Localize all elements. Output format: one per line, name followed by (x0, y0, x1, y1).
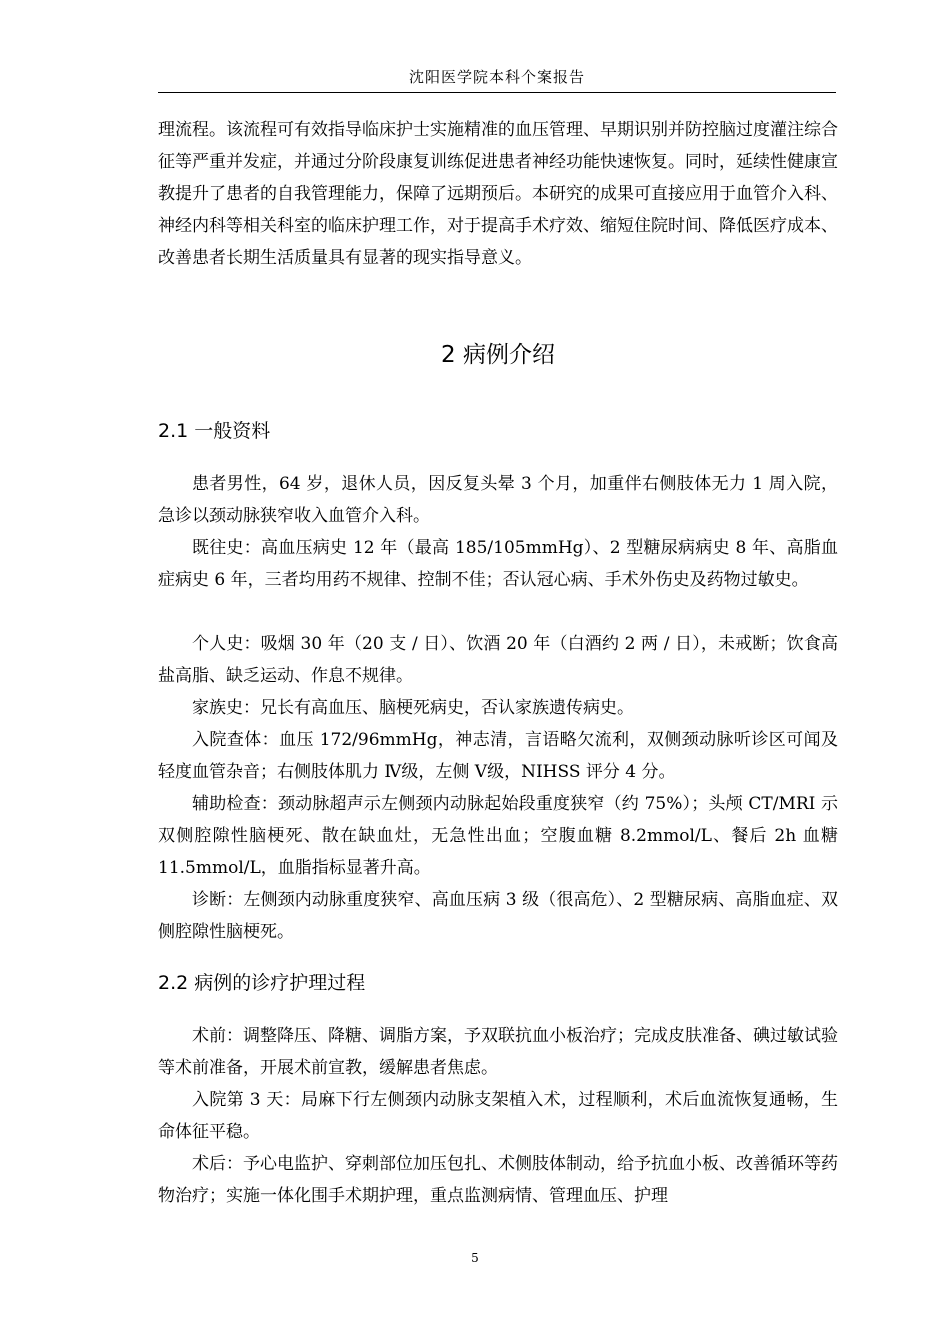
general-info-paragraph: 患者男性，64 岁，退休人员，因反复头晕 3 个月，加重伴右侧肢体无力 1 周入院，急诊以颈动脉狭窄收入血管介入科。 (158, 474, 838, 526)
auxiliary-exam-paragraph: 辅助检查：颈动脉超声示左侧颈内动脉起始段重度狭窄（约 75%）；头颅 CT/MRI 示双侧腔隙性脑梗死、散在缺血灶，无急性出血；空腹血糖 8.2mmol/L、餐后 2h 血糖 11.5mmol/L，血脂指标显著升高。 (158, 794, 838, 878)
family-history-paragraph: 家族史：兄长有高血压、脑梗死病史，否认家族遗传病史。 (192, 698, 634, 718)
physical-exam-paragraph: 入院查体：血压 172/96mmHg，神志清，言语略欠流利，双侧颈动脉听诊区可闻及轻度血管杂音；右侧肢体肌力 Ⅳ级，左侧 Ⅴ级，NIHSS 评分 4 分。 (158, 730, 838, 782)
page-number: 5 (471, 1251, 479, 1265)
past-history-paragraph: 既往史：高血压病史 12 年（最高 185/105mmHg）、2 型糖尿病病史 8 年、高脂血症病史 6 年，三者均用药不规律、控制不佳；否认冠心病、手术外伤史及药物过敏史。 (158, 538, 838, 590)
postoperative-paragraph: 术后：予心电监护、穿刺部位加压包扎、术侧肢体制动，给予抗血小板、改善循环等药物治疗；实施一体化围手术期护理，重点监测病情、管理血压、护理 (158, 1154, 838, 1206)
preoperative-paragraph: 术前：调整降压、降糖、调脂方案，予双联抗血小板治疗；完成皮肤准备、碘过敏试验等术前准备，开展术前宣教，缓解患者焦虑。 (158, 1026, 838, 1078)
section-2-1-heading: 2.1 一般资料 (158, 420, 271, 442)
header-rule (158, 92, 836, 93)
running-header: 沈阳医学院本科个案报告 (408, 68, 585, 86)
personal-history-paragraph: 个人史：吸烟 30 年（20 支 / 日）、饮酒 20 年（白酒约 2 两 / 日），未戒断；饮食高盐高脂、缺乏运动、作息不规律。 (158, 634, 838, 686)
diagnosis-paragraph: 诊断：左侧颈内动脉重度狭窄、高血压病 3 级（很高危）、2 型糖尿病、高脂血症、双侧腔隙性脑梗死。 (158, 890, 838, 942)
section-2-2-heading: 2.2 病例的诊疗护理过程 (158, 972, 366, 994)
surgery-day-paragraph: 入院第 3 天：局麻下行左侧颈内动脉支架植入术，过程顺利，术后血流恢复通畅，生命体征平稳。 (158, 1090, 838, 1142)
section-2-heading: 2 病例介绍 (441, 342, 555, 368)
intro-paragraph: 理流程。该流程可有效指导临床护士实施精准的血压管理、早期识别并防控脑过度灌注综合征等严重并发症，并通过分阶段康复训练促进患者神经功能快速恢复。同时，延续性健康宣教提升了患者的自我管理能力，保障了远期预后。本研究的成果可直接应用于血管介入科、神经内科等相关科室的临床护理工作，对于提高手术疗效、缩短住院时间、降低医疗成本、改善患者长期生活质量具有显著的现实指导意义。 (158, 120, 838, 268)
